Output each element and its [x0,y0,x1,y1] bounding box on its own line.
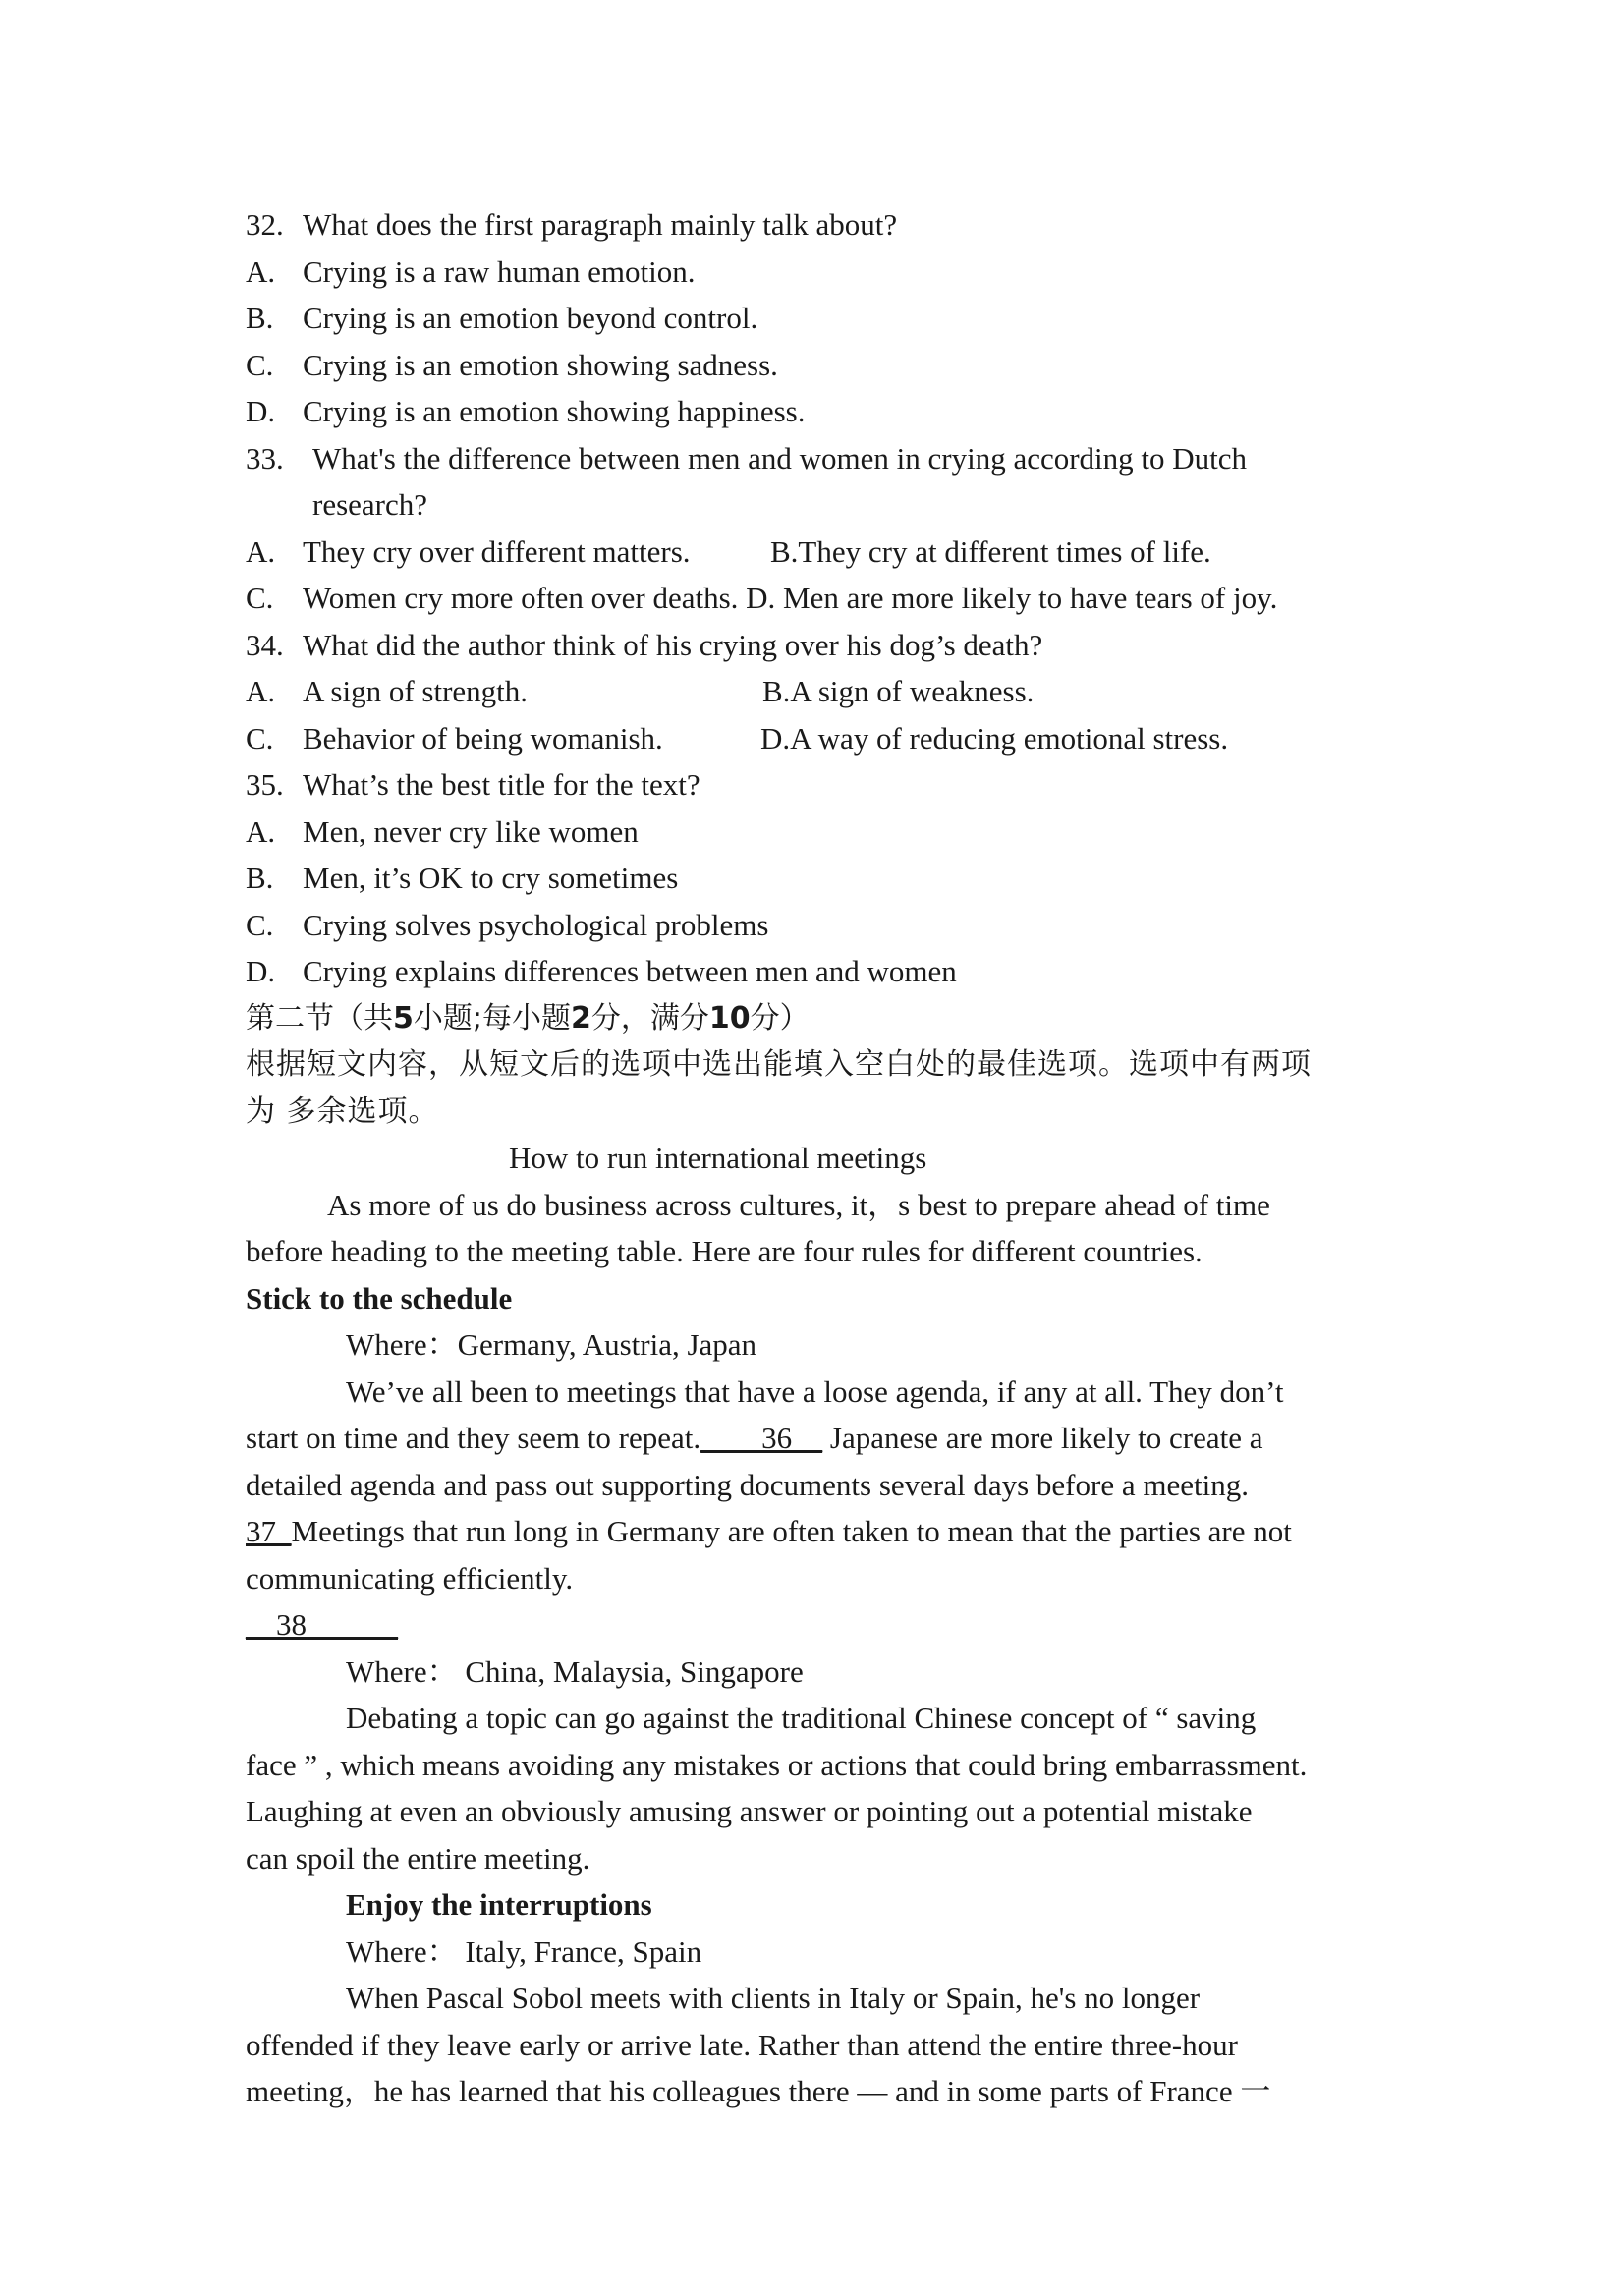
section-heading-interruptions: Enjoy the interruptions [346,1887,652,1922]
option-row-cd [246,575,1405,622]
question-text-continued: research? [312,487,428,522]
question-text: What does the first paragraph mainly talk about? [303,207,898,242]
blank-36: ____36__ [700,1421,823,1455]
option-b-text: B.A sign of weakness. [762,674,1035,708]
question-33 [246,435,1405,482]
option-b [246,295,1405,342]
option-d [246,388,1405,435]
option-text: Crying is an emotion beyond control. [303,301,758,335]
paragraph-text: Meetings that run long in Germany are often taken to mean that the parties are not [291,1514,1292,1548]
where-line: Where： Italy, France, Spain [346,1933,702,1969]
option-row-ab [246,529,1405,576]
paragraph-text: Japanese are more likely to create a [822,1421,1263,1455]
paragraph-line: Debating a topic can go against the traditional Chinese concept of “ saving [346,1701,1257,1735]
paragraph-line: communicating efficiently. [246,1560,574,1596]
option-label: A. [246,253,276,289]
option-a-text: They cry over different matters. [303,533,691,569]
option-label: A. [246,674,276,708]
option-d [246,948,1405,995]
paragraph-line [246,1508,1405,1555]
heading-part: 小题;每小题 [413,1000,571,1036]
where-line: Where： China, Malaysia, Singapore [346,1653,804,1689]
question-text: What did the author think of his crying over his dog’s death? [303,627,1043,662]
option-text: Crying is a raw human emotion. [303,253,696,289]
section-instruction: 根据短文内容，从短文后的选项中选出能填入空白处的最佳选项。选项中有两项 [246,1047,1312,1082]
question-number: 35. [246,767,284,802]
option-text: Men, it’s OK to cry sometimes [303,861,679,895]
paragraph-text: start on time and they seem to repeat. [246,1421,701,1455]
question-34 [246,622,1405,669]
section-instruction-continued: 为 多余选项。 [246,1093,439,1129]
question-number: 33. [246,440,284,476]
option-text: Crying is an emotion showing happiness. [303,394,806,428]
passage-title: How to run international meetings [509,1141,927,1175]
option-label: B. [246,861,274,895]
option-a-text: A sign of strength. [303,674,529,708]
passage-intro-continued: before heading to the meeting table. Here are four rules for different countries. [246,1234,1203,1268]
option-label: D. [246,954,276,988]
option-cd-text: Women cry more often over deaths. D. Men are more likely to have tears of joy. [303,581,1278,615]
paragraph-line: We’ve all been to meetings that have a loose agenda, if any at all. They don’t [346,1373,1284,1409]
question-35 [246,761,1405,809]
heading-number: 10 [708,1000,751,1036]
where-line: Where：Germany, Austria, Japan [346,1327,757,1362]
question-number: 32. [246,207,284,242]
option-row-cd [246,715,1405,762]
passage-intro: As more of us do business across cultures, it，s best to prepare ahead of time [327,1187,1270,1222]
option-text: Crying solves psychological problems [303,907,769,942]
option-a [246,809,1405,856]
option-text: Men, never cry like women [303,813,639,849]
question-text: What’s the best title for the text? [303,767,700,802]
option-label: B. [246,301,274,335]
question-32 [246,201,1405,249]
paragraph-line: detailed agenda and pass out supporting documents several days before a meeting. [246,1467,1249,1502]
option-label: C. [246,720,274,756]
option-label: A. [246,813,276,849]
option-d-text: D.A way of reducing emotional stress. [760,720,1229,756]
heading-number: 2 [570,1000,591,1036]
section-heading-schedule: Stick to the schedule [246,1280,513,1316]
heading-number: 5 [393,1000,414,1036]
option-b-text: B.They cry at different times of life. [770,533,1211,569]
paragraph-line: offended if they leave early or arrive late. Rather than attend the entire three-hour [246,2027,1238,2062]
option-c [246,902,1405,949]
option-label: A. [246,533,276,569]
heading-part: 分，满分 [590,1000,709,1036]
paragraph-line [246,1415,1405,1462]
paragraph-line: Laughing at even an obviously amusing answer or pointing out a potential mistake [246,1794,1253,1828]
paragraph-line: face ” , which means avoiding any mistakes or actions that could bring embarrassment. [246,1747,1308,1782]
question-number: 34. [246,627,284,662]
paragraph-line: When Pascal Sobol meets with clients in Italy or Spain, he's no longer [346,1981,1201,2015]
option-label: C. [246,907,274,942]
heading-part: 第二节（共 [246,1000,393,1036]
question-text: What's the difference between men and women in crying according to Dutch [312,440,1248,476]
option-b [246,855,1405,902]
paragraph-line: meeting，he has learned that his colleagues there — and in some parts of France 一 [246,2074,1271,2108]
option-label: D. [246,394,276,428]
option-label: C. [246,581,274,615]
option-row-ab [246,668,1405,715]
option-c-text: Behavior of being womanish. [303,720,663,756]
paragraph-line: can spoil the entire meeting. [246,1840,590,1876]
option-c [246,342,1405,389]
section-heading [246,995,1405,1042]
blank-37: 37_ [246,1514,292,1548]
exam-page [246,201,1405,2115]
option-label: C. [246,347,274,382]
option-text: Crying explains differences between men and women [303,954,957,988]
heading-part: 分） [750,1000,810,1036]
option-text: Crying is an emotion showing sadness. [303,347,778,382]
blank-38: __38______ [246,1607,398,1642]
option-a [246,249,1405,296]
